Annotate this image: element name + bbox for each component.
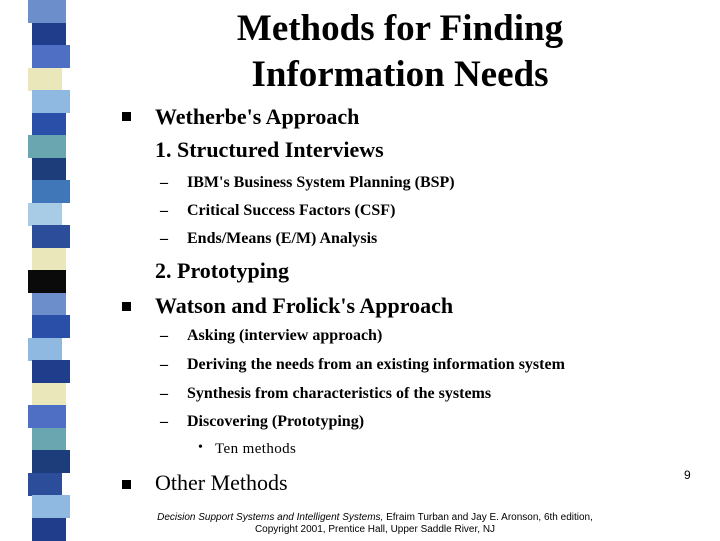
- strip-tile: [32, 180, 70, 203]
- item-discovering: Discovering (Prototyping): [187, 413, 365, 430]
- strip-tile: [28, 473, 62, 496]
- item-em: Ends/Means (E/M) Analysis: [187, 230, 378, 247]
- bullet-square-icon: [122, 302, 131, 311]
- strip-tile: [32, 428, 66, 451]
- strip-tile: [28, 68, 62, 91]
- strip-tile: [32, 158, 66, 181]
- strip-tile: [28, 0, 66, 23]
- dash-icon: –: [160, 327, 168, 344]
- strip-tile: [32, 360, 70, 383]
- strip-tile: [28, 270, 66, 293]
- item-synthesis: Synthesis from characteristics of the systems: [187, 385, 492, 402]
- bullet-watson-frolick: Watson and Frolick's Approach: [155, 293, 454, 318]
- footer-citation: [130, 512, 620, 536]
- item-bsp: IBM's Business System Planning (BSP): [187, 174, 455, 191]
- strip-tile: [32, 90, 70, 113]
- footer-authors: Efraim Turban and Jay E. Aronson, 6th edition,: [383, 512, 593, 523]
- item-csf: Critical Success Factors (CSF): [187, 202, 396, 219]
- strip-tile: [28, 135, 66, 158]
- dash-icon: –: [160, 413, 168, 430]
- dot-bullet-icon: •: [198, 440, 203, 455]
- dash-icon: –: [160, 202, 168, 219]
- dash-icon: –: [160, 230, 168, 247]
- strip-tile: [32, 293, 66, 316]
- bullet-wetherbe: Wetherbe's Approach: [155, 104, 360, 129]
- strip-tile: [32, 315, 70, 338]
- item-deriving: Deriving the needs from an existing information system: [187, 356, 565, 373]
- sub-structured-interviews: 1. Structured Interviews: [155, 137, 384, 162]
- strip-tile: [32, 113, 66, 136]
- footer-book-title: Decision Support Systems and Intelligent Systems,: [157, 512, 384, 523]
- strip-tile: [32, 45, 70, 68]
- strip-tile: [32, 383, 66, 406]
- bullet-other-methods: Other Methods: [155, 470, 288, 495]
- strip-tile: [28, 203, 62, 226]
- strip-tile: [32, 518, 66, 541]
- title-line-1: Methods for Finding: [236, 8, 564, 49]
- dash-icon: –: [160, 174, 168, 191]
- title-line-2: Information Needs: [251, 54, 549, 95]
- sub-prototyping: 2. Prototyping: [155, 258, 290, 283]
- dash-icon: –: [160, 356, 168, 373]
- strip-tile: [28, 405, 66, 428]
- bullet-square-icon: [122, 112, 131, 121]
- sub-ten-methods: Ten methods: [215, 441, 297, 457]
- page-number: 9: [684, 468, 691, 482]
- strip-tile: [32, 225, 70, 248]
- bullet-square-icon: [122, 480, 131, 489]
- strip-tile: [28, 338, 62, 361]
- slide-title: [120, 6, 680, 98]
- strip-tile: [32, 23, 66, 46]
- strip-tile: [32, 450, 70, 473]
- footer-copyright: Copyright 2001, Prentice Hall, Upper Saddle River, NJ: [254, 524, 496, 535]
- strip-tile: [32, 495, 70, 518]
- dash-icon: –: [160, 385, 168, 402]
- decorative-color-strip: [0, 0, 66, 540]
- strip-tile: [32, 248, 66, 271]
- item-asking: Asking (interview approach): [187, 327, 383, 344]
